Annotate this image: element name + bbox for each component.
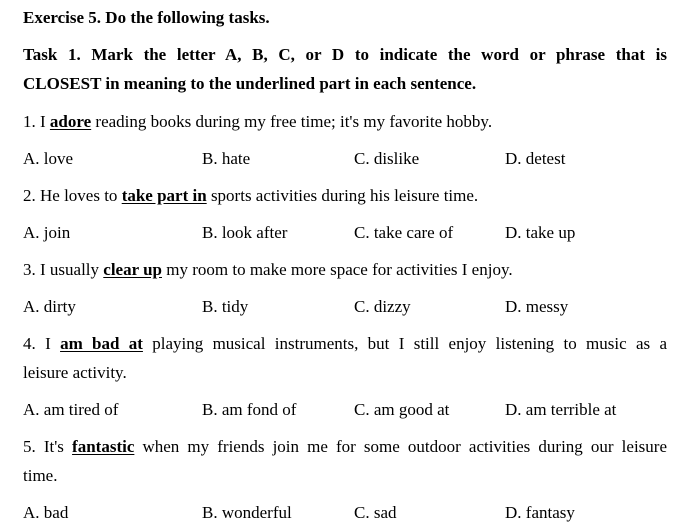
question-1-option-a[interactable]: A. love <box>23 149 74 168</box>
question-5-underlined: fantastic <box>72 437 135 456</box>
question-1-lead: 1. I <box>23 112 50 131</box>
question-4-underlined: am bad at <box>60 334 143 353</box>
question-2-option-c[interactable]: C. take care of <box>354 223 454 242</box>
question-5 <box>23 437 667 457</box>
question-2-option-d[interactable]: D. take up <box>505 223 576 242</box>
question-5-option-a[interactable]: A. bad <box>23 503 69 522</box>
question-1-underlined: adore <box>49 112 92 131</box>
question-3-option-a[interactable]: A. dirty <box>23 297 76 316</box>
question-5-lead: 5. It's <box>23 437 73 456</box>
question-3 <box>23 260 667 280</box>
question-5-continuation: time. <box>23 466 58 485</box>
question-1 <box>23 112 667 132</box>
question-1-option-c[interactable]: C. dislike <box>354 149 420 168</box>
question-3-underlined: clear up <box>103 260 162 279</box>
question-1-rest: reading books during my free time; it's my favorite hobby. <box>91 112 493 131</box>
question-2-underlined: take part in <box>121 186 207 205</box>
task-instruction-line-1: Task 1. Mark the letter A, B, C, or D to indicate the word or phrase that is <box>23 45 667 64</box>
question-2-lead: 2. He loves to <box>23 186 122 205</box>
question-3-lead: 3. I usually <box>23 260 104 279</box>
question-3-rest: my room to make more space for activities I enjoy. <box>162 260 513 279</box>
question-2-option-a[interactable]: A. join <box>23 223 71 242</box>
question-5-option-c[interactable]: C. sad <box>354 503 397 522</box>
question-3-option-d[interactable]: D. messy <box>505 297 569 316</box>
exercise-title: Exercise 5. Do the following tasks. <box>23 8 270 27</box>
question-4-continuation: leisure activity. <box>23 363 127 382</box>
question-1-option-b[interactable]: B. hate <box>202 149 251 168</box>
question-4-option-b[interactable]: B. am fond of <box>202 400 297 419</box>
question-3-option-c[interactable]: C. dizzy <box>354 297 411 316</box>
question-4-option-c[interactable]: C. am good at <box>354 400 450 419</box>
question-5-option-b[interactable]: B. wonderful <box>202 503 292 522</box>
question-5-rest: when my friends join me for some outdoor activities during our leisure <box>134 437 667 456</box>
question-4-option-d[interactable]: D. am terrible at <box>505 400 617 419</box>
question-5-option-d[interactable]: D. fantasy <box>505 503 575 522</box>
question-1-option-d[interactable]: D. detest <box>505 149 566 168</box>
question-2-option-b[interactable]: B. look after <box>202 223 288 242</box>
question-4 <box>23 334 667 354</box>
question-3-option-b[interactable]: B. tidy <box>202 297 249 316</box>
task-instruction-line-2: CLOSEST in meaning to the underlined part in each sentence. <box>23 74 477 93</box>
question-2 <box>23 186 667 206</box>
question-4-option-a[interactable]: A. am tired of <box>23 400 119 419</box>
question-2-rest: sports activities during his leisure time. <box>206 186 479 205</box>
question-4-lead: 4. I <box>23 334 61 353</box>
question-4-rest: playing musical instruments, but I still enjoy listening to music as a <box>142 334 667 353</box>
